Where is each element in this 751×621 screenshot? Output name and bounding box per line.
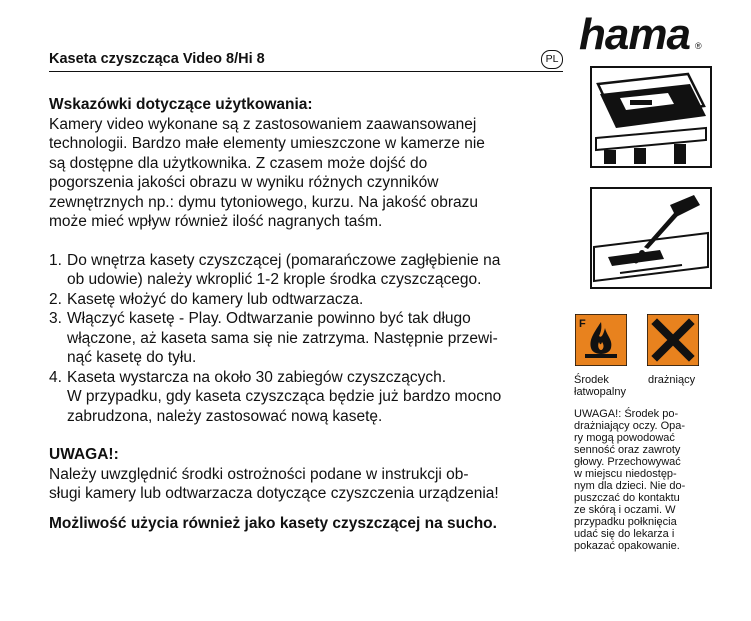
step-line: Kasetę włożyć do kamery lub odtwarzacza. (67, 290, 364, 308)
warning-note-line: w miejscu niedostęp- (574, 468, 677, 480)
step-number: 2. (49, 290, 62, 308)
step-line: ob udowie) należy wkroplić 1-2 krople środka czyszczącego. (67, 271, 482, 288)
step-line: W przypadku, gdy kaseta czyszcząca będzie już bardzo mocno (67, 388, 502, 405)
warning-note-line: drażniający oczy. Opa- (574, 420, 686, 432)
usage-heading: Wskazówki dotyczące użytkowania: (49, 96, 313, 113)
step-number: 1. (49, 251, 62, 269)
dropper-illustration (590, 187, 712, 289)
warning-note-line: pokazać opakowanie. (574, 540, 680, 552)
warning-note-line: udać się do lekarza i (574, 528, 675, 540)
warning-section (49, 445, 567, 504)
usage-line: są dostępne dla użytkownika. Z czasem może dojść do (49, 154, 428, 172)
step-item (49, 309, 567, 368)
cassette-insert-illustration (590, 66, 712, 168)
irritant-hazard-symbol (647, 314, 699, 366)
document-title: Kaseta czyszcząca Video 8/Hi 8 (49, 51, 265, 67)
warning-note-line: głowy. Przechowywać (574, 456, 681, 468)
warning-note-line: nym dla dzieci. Nie do- (574, 480, 686, 492)
header-rule (49, 71, 563, 72)
warning-heading: UWAGA!: (49, 446, 119, 463)
warning-note-line: ry mogą powodować (574, 432, 675, 444)
flammable-code-letter: F (579, 318, 586, 330)
flammable-label-line: Środek (574, 374, 609, 386)
warning-note-line: senność oraz zawroty (574, 444, 681, 456)
hama-logo (577, 12, 707, 58)
step-item (49, 368, 567, 427)
warning-note-line: UWAGA!: Środek po- (574, 408, 679, 420)
step-number: 4. (49, 368, 62, 386)
usage-line: Kamery video wykonane są z zastosowaniem zaawansowanej (49, 115, 477, 133)
step-line: Włączyć kasetę - Play. Odtwarzanie powinno być tak długo (67, 310, 471, 327)
warning-line: sługi kamery lub odtwarzacza dotyczące czyszczenia urządzenia! (49, 485, 499, 502)
step-item (49, 290, 567, 310)
language-badge: PL (541, 50, 563, 69)
warning-note-line: przypadku połknięcia (574, 516, 677, 528)
usage-line: technologii. Bardzo małe elementy umieszczone w kamerze nie (49, 135, 485, 152)
warning-line: Należy uwzględnić środki ostrożności podane w instrukcji ob- (49, 465, 469, 483)
step-line: Do wnętrza kasety czyszczącej (pomarańczowe zagłębienie na (67, 251, 501, 269)
flammable-hazard-symbol (575, 314, 627, 366)
header (49, 50, 563, 72)
hama-logo-text: hama (579, 12, 690, 58)
warning-note-line: ze skórą i oczami. W (574, 504, 676, 516)
usage-line: pogorszenia jakości obrazu w wyniku różnych czynników (49, 174, 439, 191)
flammable-label-line: łatwopalny (574, 386, 626, 398)
warning-note-line: puszczać do kontaktu (574, 492, 680, 504)
usage-section (49, 95, 567, 232)
step-line: Kaseta wystarcza na około 30 zabiegów czyszczących. (67, 368, 447, 386)
step-line: włączone, aż kaseta sama się nie zatrzyma. Następnie przewi- (67, 329, 498, 347)
steps-list (49, 251, 567, 427)
hazard-warning-note (574, 408, 706, 552)
irritant-label: drażniący (648, 374, 696, 386)
usage-line: może mieć wpływ również ilość nagranych taśm. (49, 213, 383, 230)
main-content (49, 95, 567, 533)
step-line: nąć kasetę do tyłu. (67, 349, 197, 366)
trademark-symbol: ® (695, 41, 702, 51)
usage-line: zewnętrznych np.: dymu tytoniowego, kurzu. Na jakość obrazu (49, 193, 479, 211)
dry-use-note: Możliwość użycia również jako kasety czyszczącej na sucho. (49, 514, 497, 532)
step-number: 3. (49, 310, 62, 327)
step-item (49, 251, 567, 290)
step-line: zabrudzona, należy zastosować nową kasetę. (67, 407, 383, 425)
